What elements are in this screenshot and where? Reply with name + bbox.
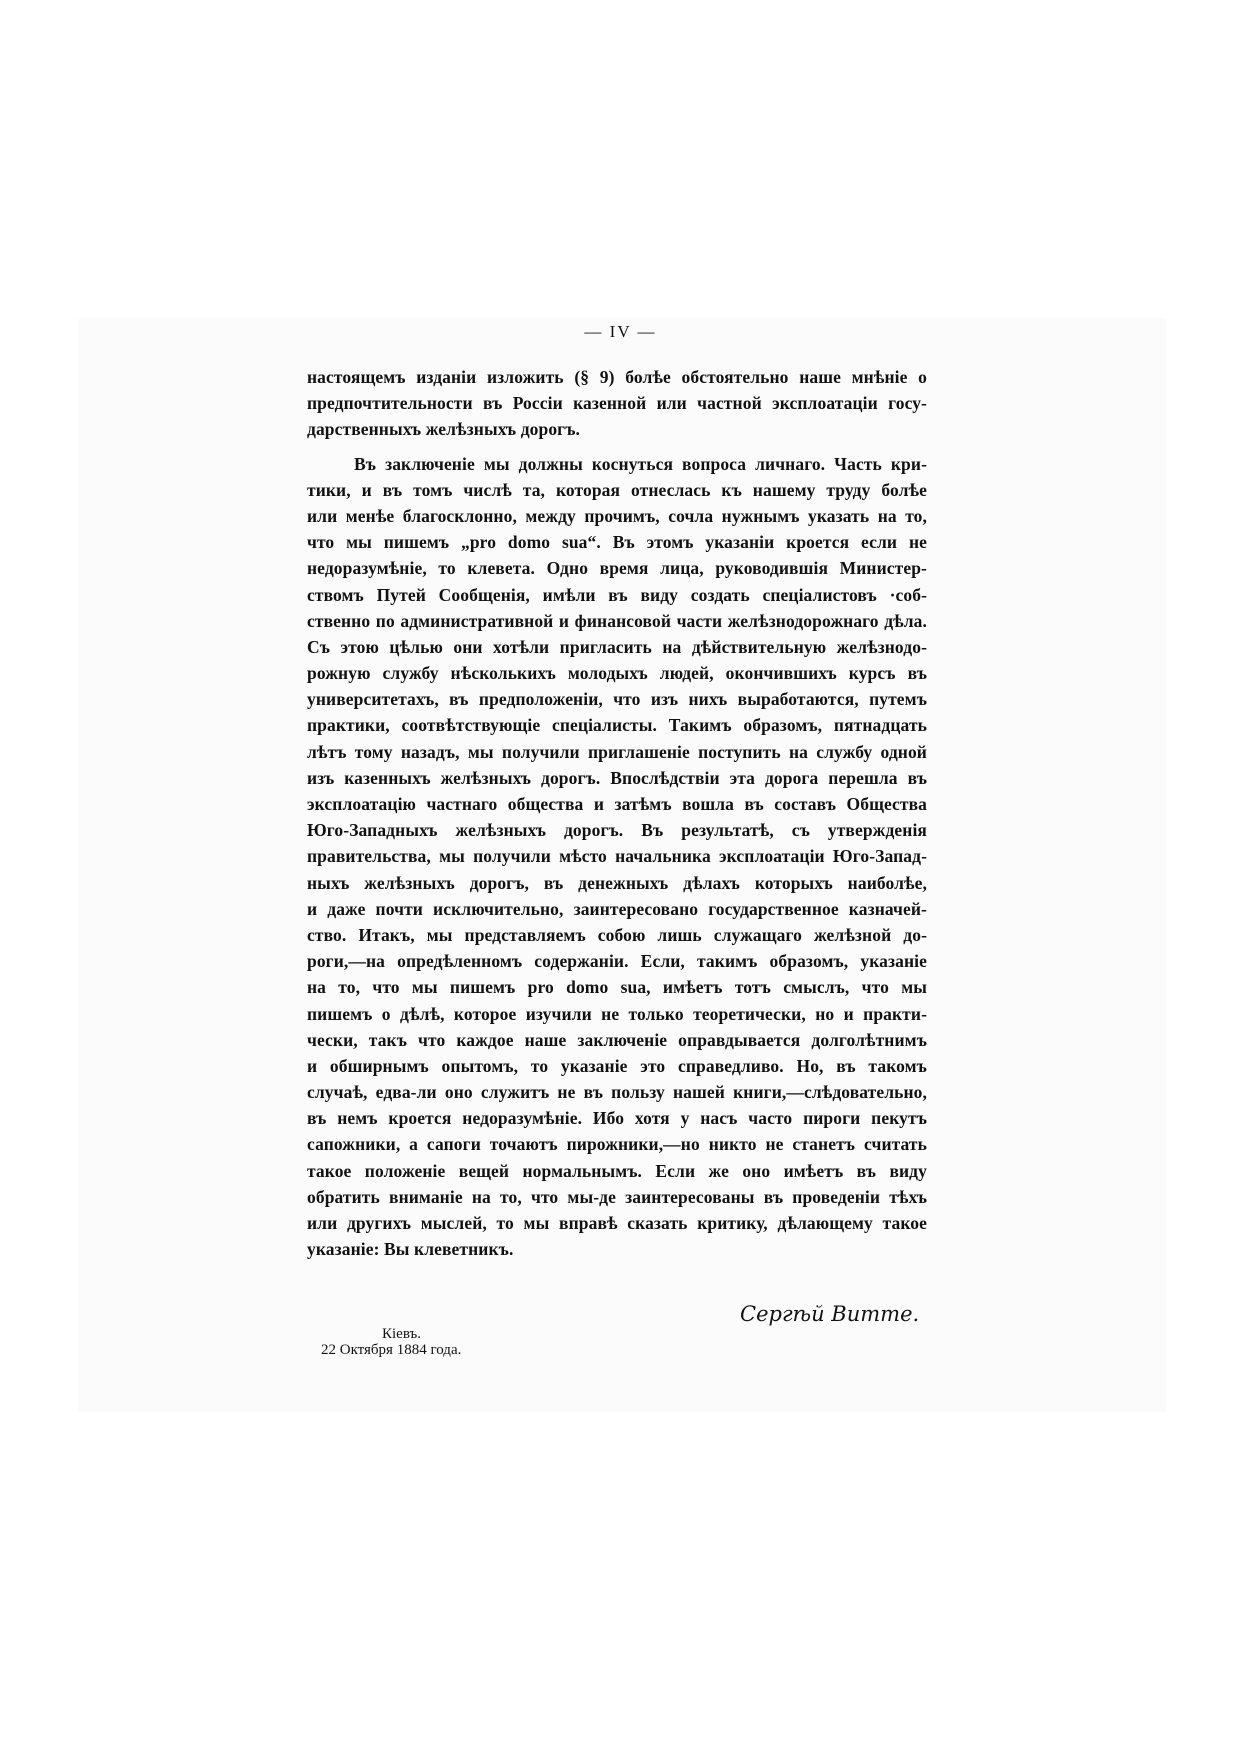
text-line: недоразумѣніе, то клевета. Одно время лица, руководившія Министер- bbox=[307, 558, 927, 579]
text-line: и обширнымъ опытомъ, то указаніе это справедливо. Но, въ такомъ bbox=[307, 1055, 927, 1076]
page-number-header: — IV — bbox=[584, 322, 657, 341]
text-line: рожную службу нѣсколькихъ молодыхъ людей, окончившихъ курсъ въ bbox=[307, 663, 927, 684]
text-line: на то, что мы пишемъ pro domo sua, имѣетъ тотъ смыслъ, что мы bbox=[307, 977, 927, 998]
text-line: обратить вниманіе на то, что мы-де заинтересованы въ проведеніи тѣхъ bbox=[307, 1186, 927, 1207]
text-line: чески, такъ что каждое наше заключеніе оправдывается долголѣтнимъ bbox=[307, 1029, 927, 1050]
text-line: лѣтъ тому назадъ, мы получили приглашеніе поступить на службу одной bbox=[307, 741, 927, 762]
text-line: предпочтительности въ Россіи казенной или частной эксплоатаціи госу- bbox=[307, 393, 927, 414]
author-signature: Сергѣй Витте. bbox=[740, 1302, 920, 1326]
text-line: ство. Итакъ, мы представляемъ собою лишь служащаго желѣзной до- bbox=[307, 924, 927, 945]
text-line: тики, и въ томъ числѣ та, которая отнеслась къ нашему труду болѣе bbox=[307, 479, 927, 500]
text-line: ствомъ Путей Сообщенія, имѣли въ виду создать спеціалистовъ ·соб- bbox=[307, 584, 927, 605]
text-line: университетахъ, въ предположеніи, что изъ нихъ выработаются, путемъ bbox=[307, 689, 927, 710]
text-line: правительства, мы получили мѣсто начальника эксплоатаціи Юго-Запад- bbox=[307, 846, 927, 867]
text-line: или другихъ мыслей, то мы вправѣ сказать критику, дѣлающему такое bbox=[307, 1213, 927, 1233]
text-line: и даже почти исключительно, заинтересовано государственное казначей- bbox=[307, 898, 927, 919]
paragraph-2 bbox=[307, 451, 927, 1263]
text-line: Въ заключеніе мы должны коснуться вопроса личнаго. Часть кри- bbox=[354, 453, 927, 474]
text-line: пишемъ о дѣлѣ, которое изучили не только теоретически, но и практи- bbox=[307, 1003, 927, 1024]
text-line: или менѣе благосклонно, между прочимъ, сочла нужнымъ указать на то, bbox=[307, 505, 927, 526]
text-line: въ немъ кроется недоразумѣніе. Ибо хотя у насъ часто пироги пекутъ bbox=[307, 1108, 927, 1129]
text-line: изъ казенныхъ желѣзныхъ дорогъ. Впослѣдствіи эта дорога перешла въ bbox=[307, 767, 927, 788]
text-line: что мы пишемъ „pro domo sua“. Въ этомъ указаніи кроется если не bbox=[307, 532, 927, 553]
text-line: эксплоатацію частнаго общества и затѣмъ вошла въ составъ Общества bbox=[307, 794, 927, 814]
text-line: случаѣ, едва-ли оно служитъ не въ пользу нашей книги,—слѣдовательно, bbox=[307, 1082, 927, 1103]
text-line: сапожники, а сапоги точаютъ пирожники,—но никто не станетъ считать bbox=[307, 1134, 927, 1155]
text-line: Юго-Западныхъ желѣзныхъ дорогъ. Въ результатѣ, съ утвержденія bbox=[307, 820, 927, 841]
paragraph-1 bbox=[307, 364, 927, 443]
text-line: дарственныхъ желѣзныхъ дорогъ. bbox=[307, 419, 581, 440]
text-line: роги,—на опредѣленномъ содержаніи. Если, такимъ образомъ, указаніе bbox=[307, 951, 927, 972]
text-line: практики, соотвѣтствующіе спеціалисты. Такимъ образомъ, пятнадцать bbox=[307, 715, 927, 736]
paragraph-gap bbox=[307, 443, 927, 451]
text-line: Съ этою цѣлью они хотѣли пригласить на дѣйствительную желѣзнодо- bbox=[307, 636, 927, 657]
text-line: ственно по административной и финансовой части желѣзнодорожнаго дѣла. bbox=[307, 610, 927, 631]
text-line: настоящемъ изданіи изложить (§ 9) болѣе обстоятельно наше мнѣніе о bbox=[307, 367, 927, 387]
text-line: указаніе: Вы клеветникъ. bbox=[307, 1239, 514, 1260]
body-text bbox=[307, 364, 927, 1262]
place-of-writing: Кіевъ. bbox=[382, 1326, 422, 1342]
text-line: ныхъ желѣзныхъ дорогъ, въ денежныхъ дѣлахъ которыхъ наиболѣе, bbox=[307, 872, 927, 893]
text-line: такое положеніе вещей нормальнымъ. Если же оно имѣетъ въ виду bbox=[307, 1160, 927, 1181]
date-of-writing: 22 Октября 1884 года. bbox=[321, 1342, 462, 1358]
